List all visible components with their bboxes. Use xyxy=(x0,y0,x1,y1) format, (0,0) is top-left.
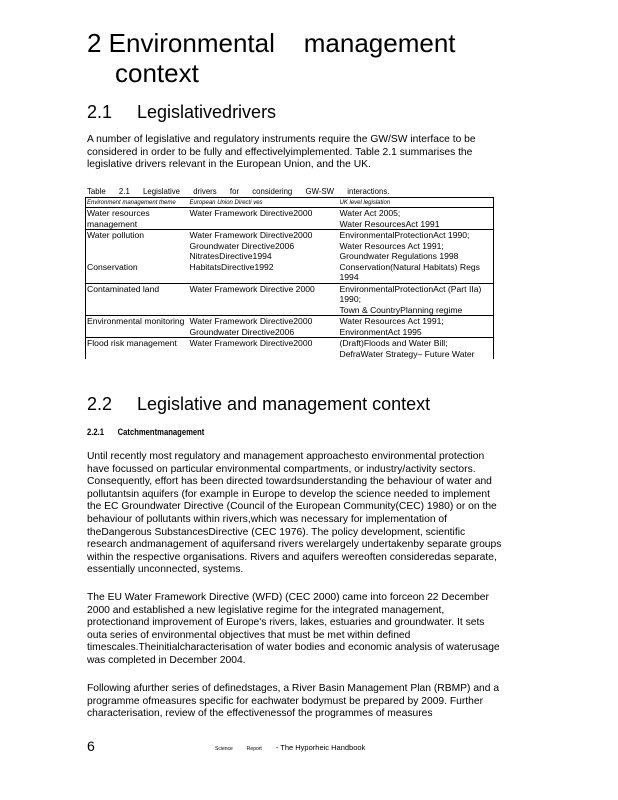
body-paragraph-1: Until recently most regulatory and management approachesto environmental protection have focussed on particular environmental compartments, or industry/activity sectors. Consequently, effort has been directed towardsunderstanding the behaviour of water and pollutantsin aquifers (for example in Europe to develop the science needed to implement the EC Groundwater Directive (Council of the European Community(CEC) 1980) or on the behaviour of pollutants within rivers,which was necessary for implementation of theDangerous SubstancesDirective (CEC 1976). The policy development, scientific research andmanagement of aquifersand rivers werelargely undertakenby separate groups within the respective organisations. Rivers and aquifers wereoften consideredas separate, essentially unconnected, systems. xyxy=(87,451,502,576)
cell-uk: Water Act 2005; Water ResourcesAct 1991 xyxy=(339,208,440,229)
section-2-1-heading xyxy=(87,101,276,123)
cell-eu: Water Framework Directive2000 Groundwater Directive2006 NitratesDirective1994 HabitatsDirective1992 xyxy=(189,230,313,272)
table-caption xyxy=(87,186,400,196)
caption-part: drivers xyxy=(193,186,217,196)
table-row xyxy=(86,208,494,230)
section-number: 2.2 xyxy=(87,394,113,414)
header-uk: UK level legislation xyxy=(339,200,391,206)
page-footer xyxy=(87,738,507,754)
caption-part: 2.1 xyxy=(118,186,130,196)
legislative-drivers-table xyxy=(85,197,494,359)
cell-uk: EnvironmentalProtectionAct (Part IIa) 1990; Town & CountryPlanning regime xyxy=(339,283,482,315)
header-theme: Environment management theme xyxy=(87,200,176,206)
cell-theme: Environmental monitoring xyxy=(87,316,185,326)
cell-eu: Water Framework Directive2000 xyxy=(189,208,313,218)
chapter-title-line1: 2 Environmental management xyxy=(87,28,456,58)
table-row xyxy=(86,230,494,284)
footer-text xyxy=(215,743,365,752)
page-number: 6 xyxy=(87,738,95,754)
chapter-title xyxy=(87,28,456,88)
header-eu: European Union Directi ves xyxy=(189,200,263,206)
body-paragraph-3: Following afurther series of definedstages, a River Basin Management Plan (RBMP) and a programme ofmeasures specific for eachwater bodymust be prepared by 2009. Further characterisation, review of the effectivenessof the programmes of measures xyxy=(87,683,500,720)
footer-tiny-2: Report xyxy=(246,746,262,752)
cell-uk: EnvironmentalProtectionAct 1990; Water Resources Act 1991; Groundwater Regulations 1998 Conservation(Natural Habitats) Regs 1994 xyxy=(339,230,480,282)
body-paragraph-2: The EU Water Framework Directive (WFD) (CEC 2000) came into forceon 22 December 2000 and established a new legislative regime for the integrated management, protectionand improvement of Europe's rivers, lakes, estuaries and groundwater. It sets outa series of environmental objectives that must be met within defined timescales.Theinitialcharacterisation of water bodies and economic analysis of waterusage was completed in December 2004. xyxy=(87,592,500,666)
subsection-2-2-1-heading xyxy=(87,427,204,437)
footer-title: - The Hyporheic Handbook xyxy=(275,743,366,752)
cell-theme: Contaminated land xyxy=(87,283,160,294)
section-number: 2.1 xyxy=(87,102,113,122)
caption-part: GW-SW xyxy=(305,186,335,196)
section-title: Legislativedrivers xyxy=(137,102,277,122)
cell-eu: Water Framework Directive 2000 xyxy=(189,283,315,294)
footer-tiny-1: Science xyxy=(215,746,233,752)
subsection-title: Catchmentmanagement xyxy=(117,427,205,437)
chapter-title-line2: context xyxy=(115,58,199,88)
caption-part: Table xyxy=(87,186,106,196)
cell-uk: (Draft)Floods and Water Bill; DefraWater Strategy– Future Water xyxy=(339,338,475,359)
table-row xyxy=(86,283,494,316)
table-header-row xyxy=(86,198,494,208)
cell-eu: Water Framework Directive2000 Groundwater Directive2006 xyxy=(189,316,313,337)
caption-part: Legislative xyxy=(143,186,180,196)
cell-eu: Water Framework Directive2000 xyxy=(189,338,313,348)
cell-theme: Flood risk management xyxy=(87,338,177,348)
table-row xyxy=(86,338,494,360)
cell-uk: Water Resources Act 1991; EnvironmentAct 1995 xyxy=(339,316,444,337)
cell-theme: Water resources management xyxy=(87,208,150,229)
intro-paragraph: A number of legislative and regulatory instruments require the GW/SW interface to be considered in order to be fully and effectivelyimplemented. Table 2.1 summarises the legislative drivers relevant in the European Union, and the UK. xyxy=(87,134,476,171)
section-2-2-heading xyxy=(87,393,430,415)
cell-theme: Water pollution Conservation xyxy=(87,230,145,272)
caption-part: considering xyxy=(252,186,293,196)
subsection-number: 2.2.1 xyxy=(87,427,105,437)
section-title: Legislative and management context xyxy=(137,394,431,414)
caption-part: for xyxy=(229,186,240,196)
table-row xyxy=(86,316,494,338)
caption-part: interactions. xyxy=(347,186,390,196)
